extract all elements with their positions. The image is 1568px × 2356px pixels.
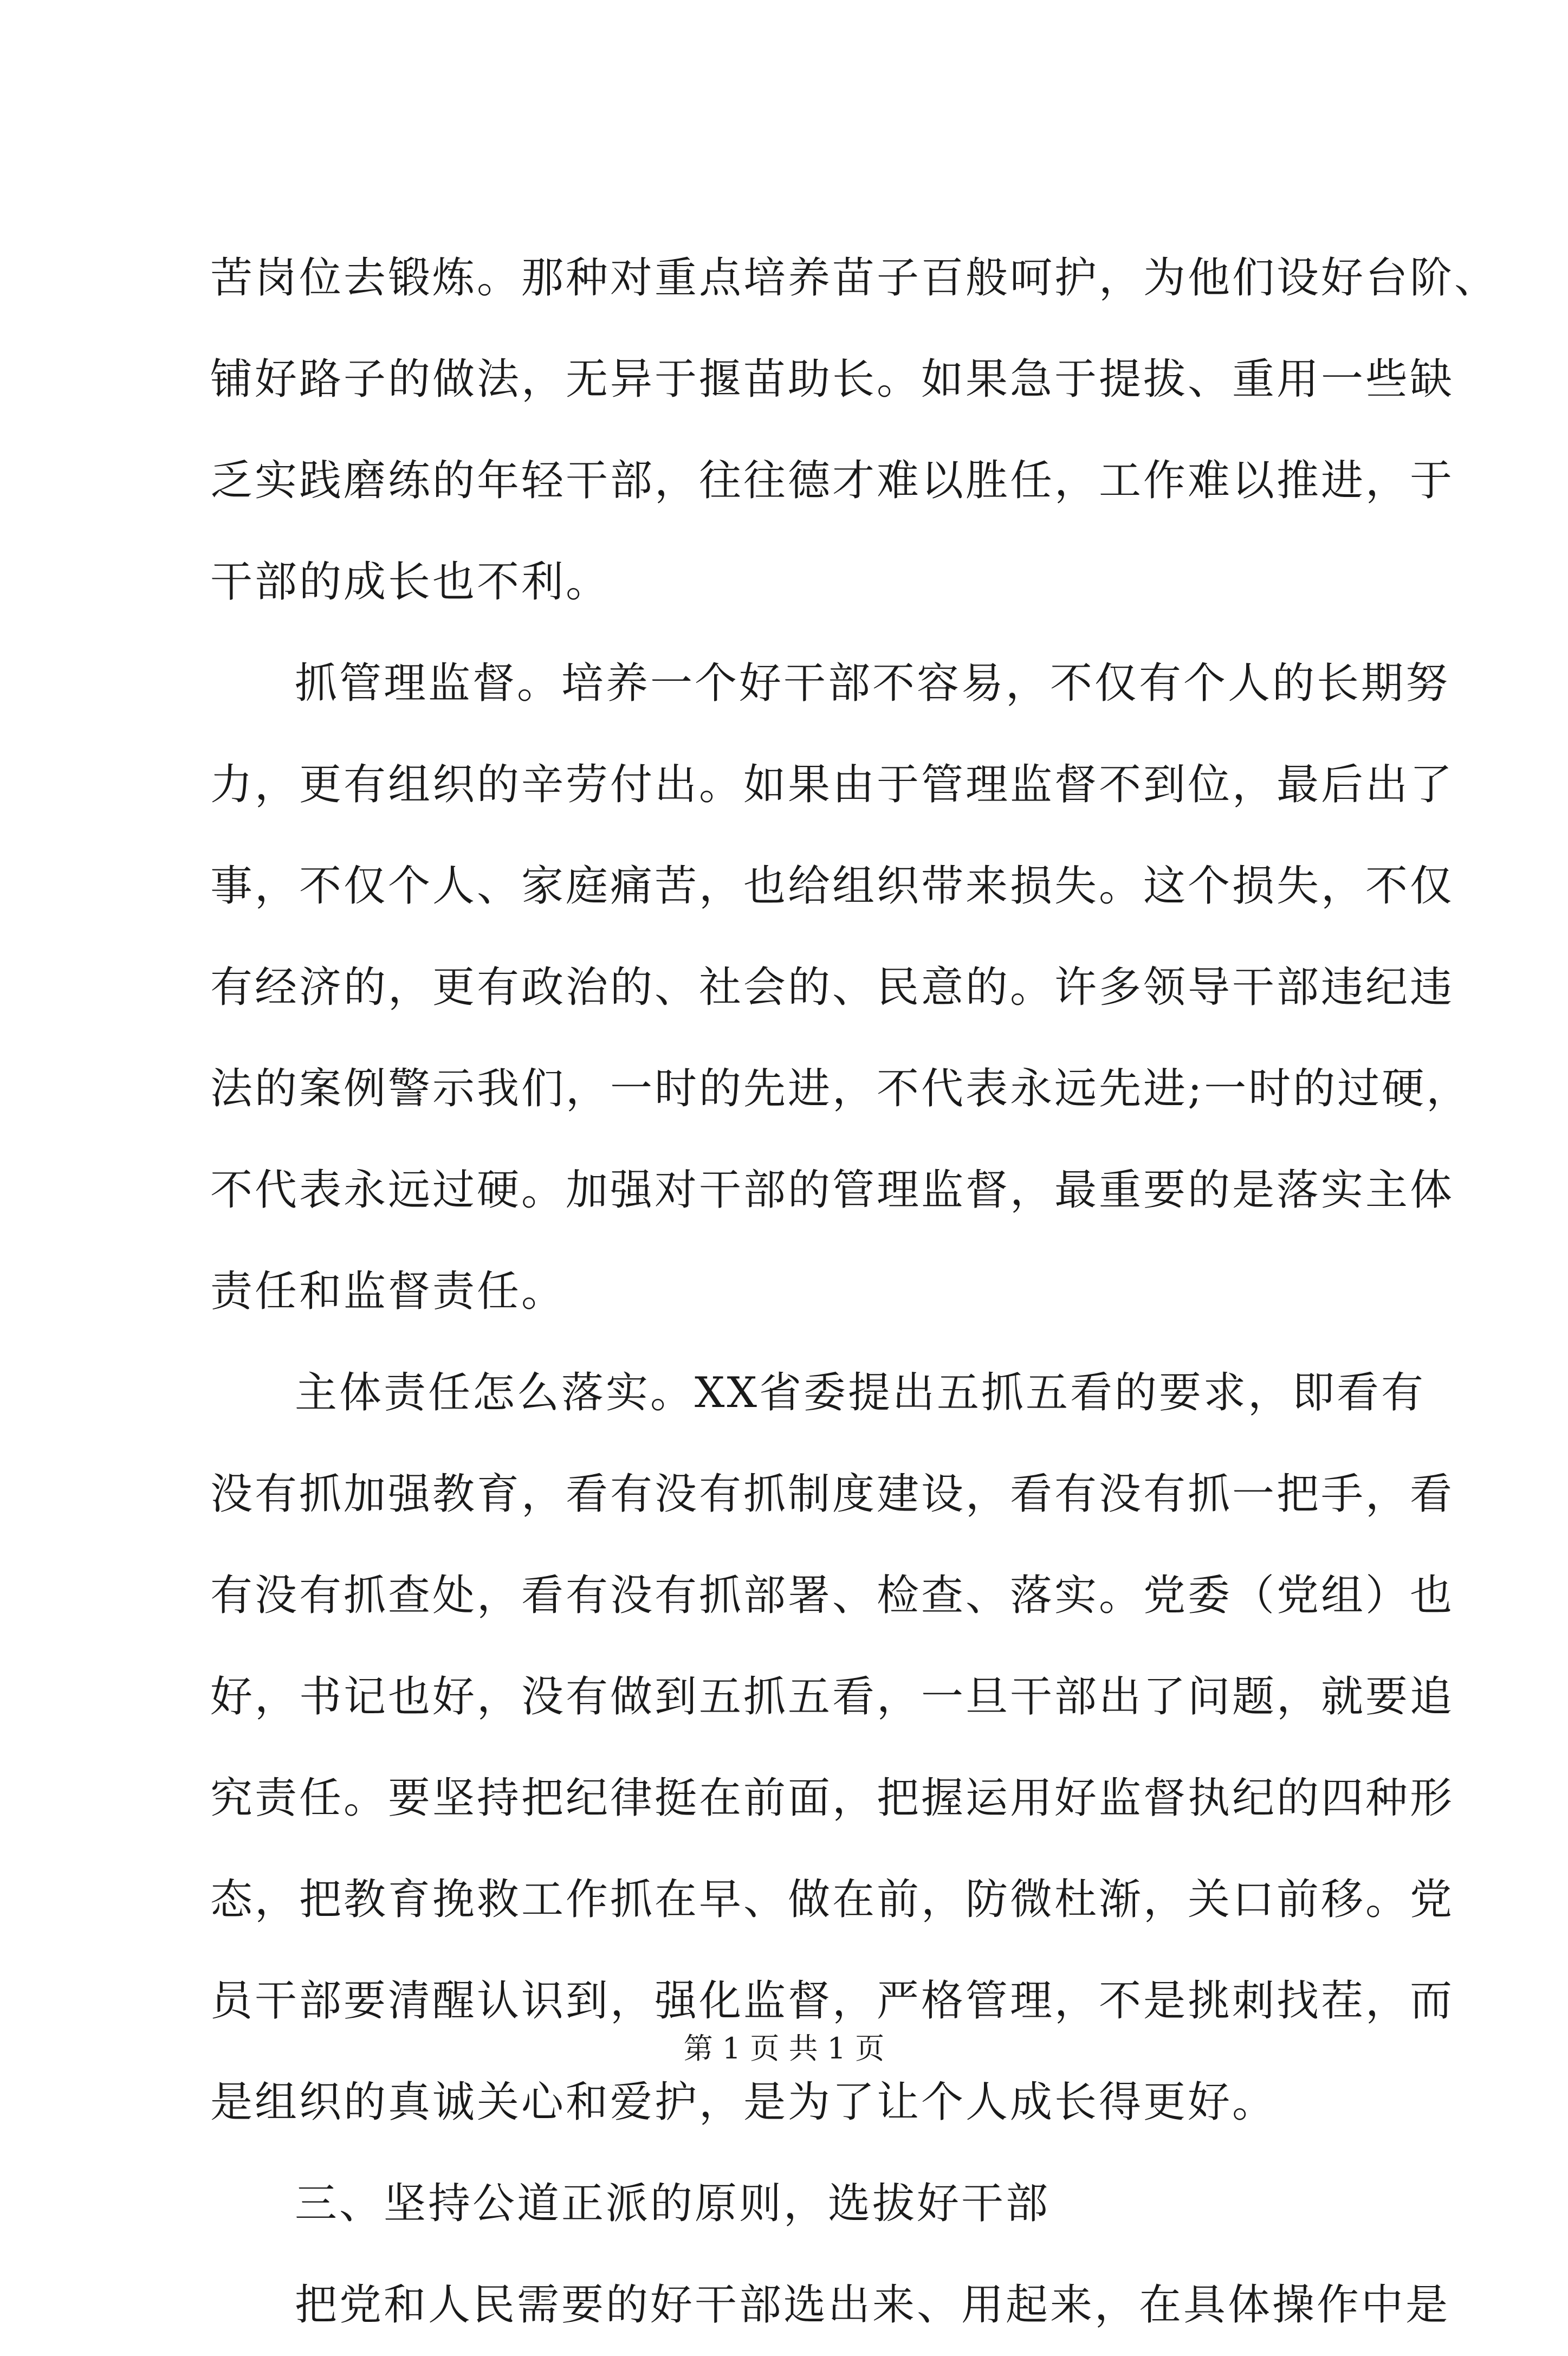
text-line: 事，不仅个人、家庭痛苦，也给组织带来损失。这个损失，不仅 — [210, 862, 1455, 911]
section-heading: 三、坚持公道正派的原则，选拔好干部 — [295, 2179, 1051, 2228]
paragraph-first-line: 抓管理监督。培养一个好干部不容易，不仅有个人的长期努 — [295, 659, 1450, 708]
text-line: 乏实践磨练的年轻干部，往往德才难以胜任，工作难以推进，于 — [210, 456, 1455, 505]
text-line: 力，更有组织的辛劳付出。如果由于管理监督不到位，最后出了 — [210, 760, 1455, 809]
text-line: 态，把教育挽救工作抓在早、做在前，防微杜渐，关口前移。党 — [210, 1875, 1455, 1924]
paragraph-first-line: 把党和人民需要的好干部选出来、用起来，在具体操作中是 — [295, 2281, 1450, 2329]
text-line: 有经济的，更有政治的、社会的、民意的。许多领导干部违纪违 — [210, 963, 1455, 1012]
text-line: 员干部要清醒认识到，强化监督，严格管理，不是挑刺找茬，而 — [210, 1977, 1455, 2025]
text-line: 没有抓加强教育，看有没有抓制度建设，看有没有抓一把手，看 — [210, 1470, 1455, 1519]
text-line: 干部的成长也不利。 — [210, 558, 611, 606]
text-line: 好，书记也好，没有做到五抓五看，一旦干部出了问题，就要追 — [210, 1673, 1455, 1721]
text-line: 是组织的真诚关心和爱护，是为了让个人成长得更好。 — [210, 2078, 1277, 2127]
text-line: 苦岗位去锻炼。那种对重点培养苗子百般呵护，为他们设好台阶、 — [210, 254, 1499, 302]
text-line: 究责任。要坚持把纪律挺在前面，把握运用好监督执纪的四种形 — [210, 1774, 1455, 1823]
page-number-footer: 第 1 页 共 1 页 — [683, 2031, 885, 2065]
text-line: 法的案例警示我们，一时的先进，不代表永远先进;一时的过硬， — [210, 1064, 1471, 1113]
text-line: 不代表永远过硬。加强对干部的管理监督，最重要的是落实主体 — [210, 1166, 1455, 1215]
paragraph-first-line: 主体责任怎么落实。XX省委提出五抓五看的要求，即看有 — [295, 1369, 1426, 1417]
text-line: 铺好路子的做法，无异于揠苗助长。如果急于提拔、重用一些缺 — [210, 355, 1455, 404]
text-line: 责任和监督责任。 — [210, 1267, 566, 1316]
text-line: 有没有抓查处，看有没有抓部署、检查、落实。党委（党组）也 — [210, 1571, 1455, 1620]
